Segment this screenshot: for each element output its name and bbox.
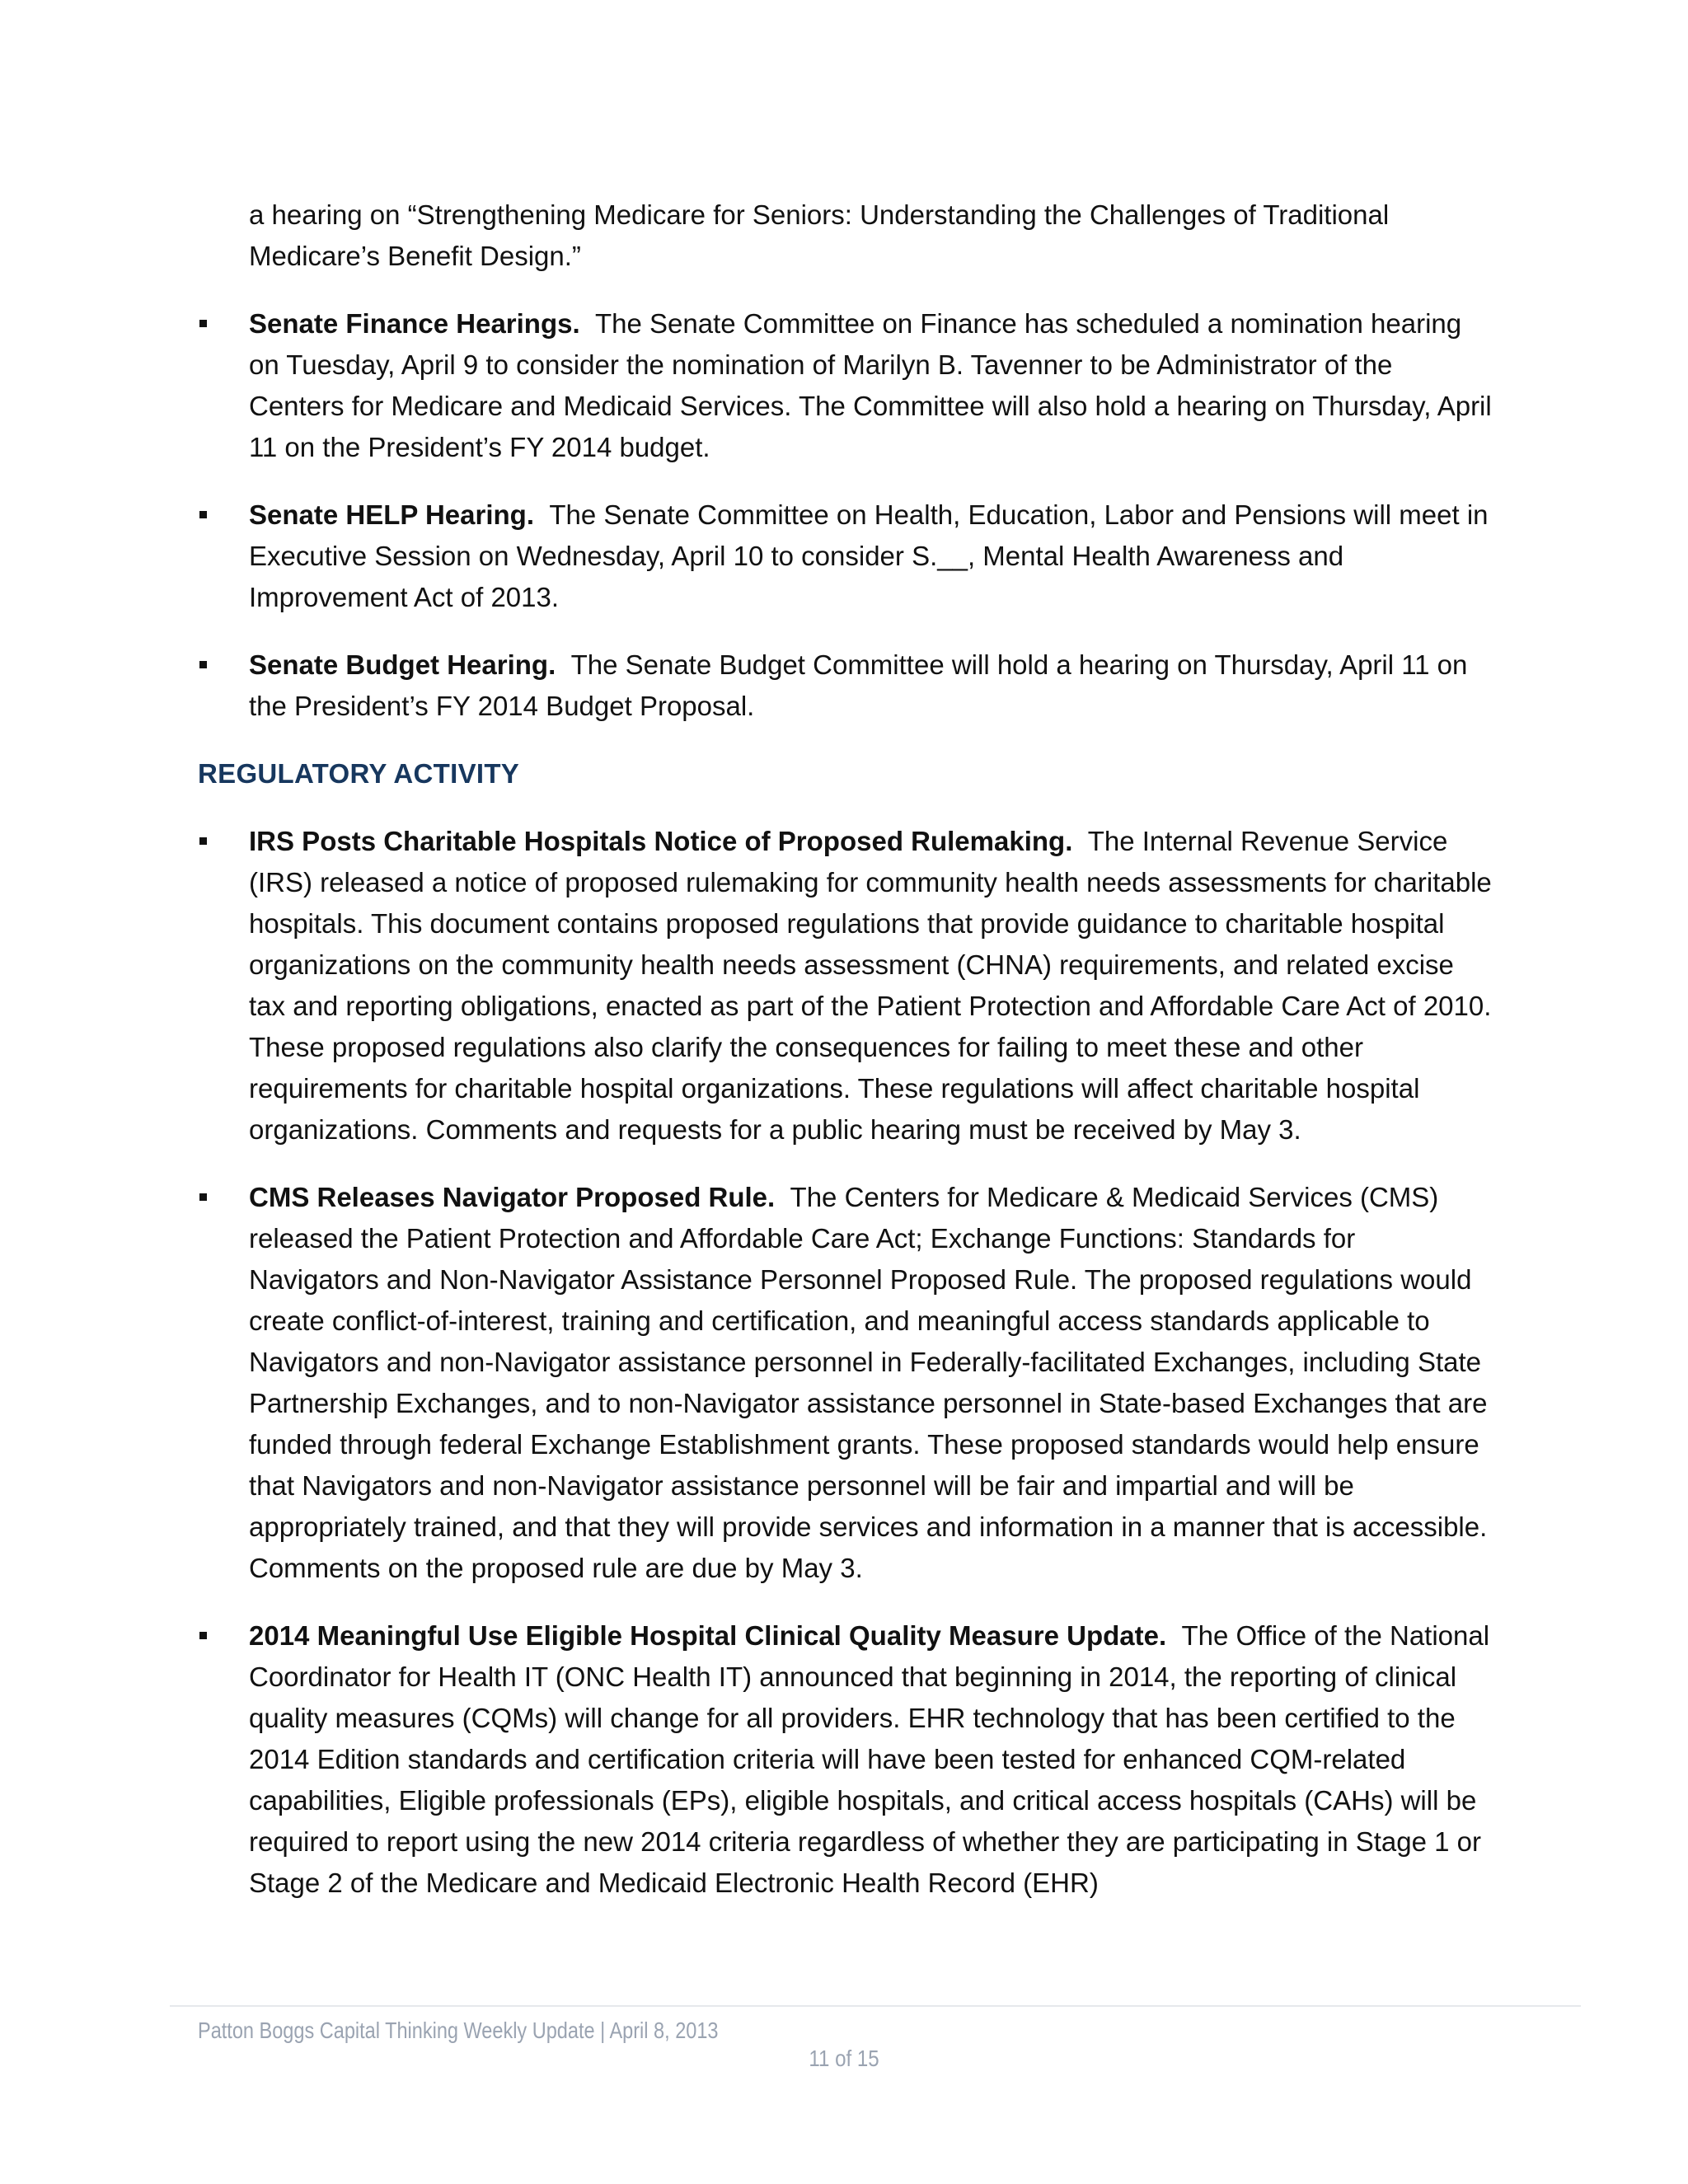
document-body [198, 194, 1492, 1904]
footer-divider [170, 2005, 1581, 2007]
bullet-item-title: CMS Releases Navigator Proposed Rule. [249, 1182, 776, 1212]
square-bullet-icon [199, 1193, 207, 1201]
square-bullet-icon [199, 1632, 207, 1639]
bullet-item-irs-charitable-hospitals [198, 821, 1492, 1151]
footer-publication-title: Patton Boggs Capital Thinking Weekly Update | April 8, 2013 [198, 2018, 719, 2043]
bullet-item-cms-navigator-rule [198, 1177, 1492, 1589]
bullet-item-text: The Internal Revenue Service (IRS) released a notice of proposed rulemaking for community health needs assessments for charitable hospitals. This document contains proposed regulations that provide guidance to charitable hospital organizations on the community health needs assessment (CHNA) requirements, and related excise tax and reporting obligations, enacted as part of the Patient Protection and Affordable Care Act of 2010. These proposed regulations also clarify the consequences for failing to meet these and other requirements for charitable hospital organizations. These regulations will affect charitable hospital organizations. Comments and requests for a public hearing must be received by May 3. [249, 826, 1492, 1145]
bullet-item-text: The Senate Budget Committee will hold a hearing on Thursday, April 11 on the President’s FY 2014 Budget Proposal. [249, 649, 1468, 721]
bullet-item-title: Senate HELP Hearing. [249, 499, 535, 530]
section-heading-regulatory-activity: REGULATORY ACTIVITY [198, 758, 520, 789]
bullet-item-meaningful-use-cqm-update [198, 1615, 1492, 1904]
footer-page-number: 11 of 15 [809, 2046, 879, 2071]
bullet-item-senate-help-hearing [198, 494, 1492, 618]
continued-paragraph [198, 194, 1492, 277]
bullet-item-senate-finance-hearings [198, 303, 1492, 468]
square-bullet-icon [199, 511, 207, 518]
square-bullet-icon [199, 320, 207, 327]
bullet-item-text: The Senate Committee on Finance has scheduled a nomination hearing on Tuesday, April 9 to consider the nomination of Marilyn B. Tavenner to be Administrator of the Centers for Medicare and Medicaid Services. The Committee will also hold a hearing on Thursday, April 11 on the President’s FY 2014 budget. [249, 308, 1492, 462]
bullet-item-text: The Senate Committee on Health, Education, Labor and Pensions will meet in Executive Session on Wednesday, April 10 to consider S.__, Mental Health Awareness and Improvement Act of 2013. [249, 499, 1489, 612]
bullet-item-title: Senate Budget Hearing. [249, 649, 556, 680]
bullet-item-text: The Office of the National Coordinator for Health IT (ONC Health IT) announced that beginning in 2014, the reporting of clinical quality measures (CQMs) will change for all providers. EHR technology that has been certified to the 2014 Edition standards and certification criteria will have been tested for enhanced CQM-related capabilities, Eligible professionals (EPs), eligible hospitals, and critical access hospitals (CAHs) will be required to report using the new 2014 criteria regardless of whether they are participating in Stage 1 or Stage 2 of the Medicare and Medicaid Electronic Health Record (EHR) [249, 1620, 1490, 1898]
bullet-item-title: Senate Finance Hearings. [249, 308, 580, 339]
bullet-item-title: 2014 Meaningful Use Eligible Hospital Clinical Quality Measure Update. [249, 1620, 1167, 1651]
bullet-item-title: IRS Posts Charitable Hospitals Notice of Proposed Rulemaking. [249, 826, 1073, 856]
continued-paragraph-text: a hearing on “Strengthening Medicare for Seniors: Understanding the Challenges of Traditional Medicare’s Benefit Design.” [249, 199, 1390, 271]
bullet-item-senate-budget-hearing [198, 644, 1492, 727]
square-bullet-icon [199, 837, 207, 845]
square-bullet-icon [199, 661, 207, 668]
bullet-item-text: The Centers for Medicare & Medicaid Services (CMS) released the Patient Protection and Affordable Care Act; Exchange Functions: Standards for Navigators and Non-Navigator Assistance Personnel Proposed Rule. The proposed regulations would create conflict-of-interest, training and certification, and meaningful access standards applicable to Navigators and non-Navigator assistance personnel in Federally-facilitated Exchanges, including State Partnership Exchanges, and to non-Navigator assistance personnel in State-based Exchanges that are funded through federal Exchange Establishment grants. These proposed standards would help ensure that Navigators and non-Navigator assistance personnel will be fair and impartial and will be appropriately trained, and that they will provide services and information in a manner that is accessible. Comments on the proposed rule are due by May 3. [249, 1182, 1488, 1583]
